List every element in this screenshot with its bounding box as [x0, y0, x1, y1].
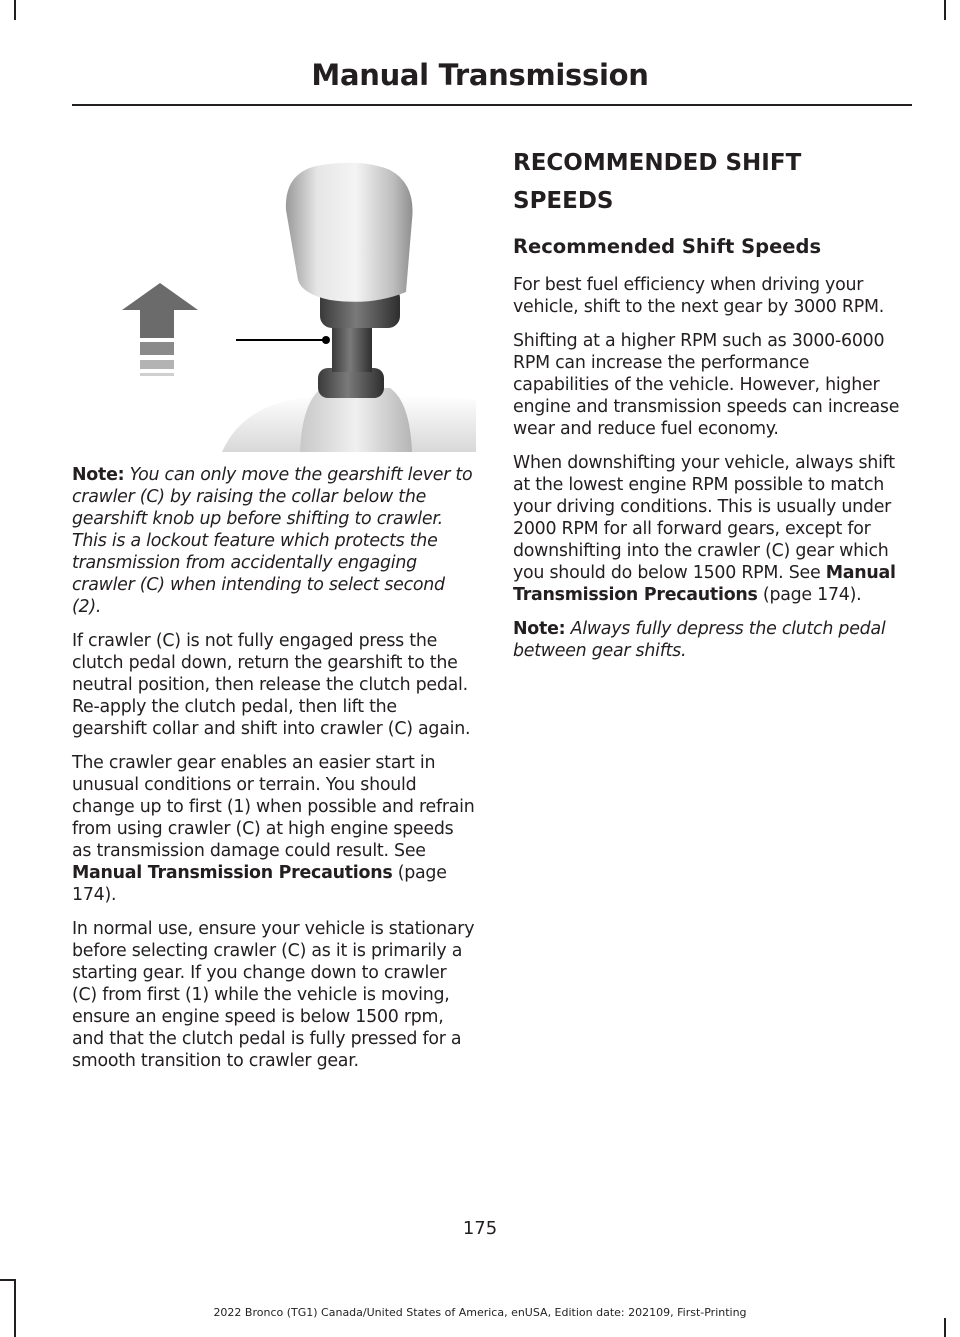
- crop-mark-top-right: [944, 0, 946, 20]
- paragraph-fuel-efficiency: For best fuel efficiency when driving your vehicle, shift to the next gear by 3000 RPM.: [513, 275, 884, 317]
- gearshift-knob-image: [72, 140, 476, 460]
- crop-mark-bottom-left-h: [0, 1279, 16, 1281]
- crop-mark-top-left: [14, 0, 16, 20]
- paragraph-downshifting: [513, 452, 909, 606]
- crop-mark-bottom-right: [944, 1318, 946, 1337]
- paragraph-crawler-not-engaged: If crawler (C) is not fully engaged press the clutch pedal down, return the gearshift to the neutral position, then release the clutch pedal. Re-apply the clutch pedal, then lift the gearshift collar and shift into crawler (C) again.: [72, 631, 471, 739]
- right-column: [513, 144, 909, 674]
- footer-edition-info: 2022 Bronco (TG1) Canada/United States of America, enUSA, Edition date: 202109, First-Printing: [213, 1306, 747, 1319]
- paragraph-text: When downshifting your vehicle, always shift at the lowest engine RPM possible to match your driving conditions. This is usually under 2000 RPM for all forward gears, except for downshifting into the crawler (C) gear which you should do below 1500 RPM. See: [513, 453, 895, 583]
- note-label: Note:: [513, 619, 566, 639]
- cross-reference-link[interactable]: Manual Transmission Precautions: [513, 563, 896, 605]
- gearshift-illustration: [72, 140, 476, 460]
- section-title: RECOMMENDED SHIFT SPEEDS: [513, 150, 802, 214]
- note-text: Always fully depress the clutch pedal between gear shifts.: [513, 619, 886, 661]
- paragraph-higher-rpm: Shifting at a higher RPM such as 3000-6000 RPM can increase the performance capabilities of the vehicle. However, higher engine and transmission speeds can increase wear and reduce fuel economy.: [513, 331, 900, 439]
- page-title: Manual Transmission: [311, 58, 649, 92]
- note-crawler-lockout: [72, 464, 476, 618]
- header-divider: [72, 104, 912, 106]
- note-clutch-pedal: [513, 618, 909, 662]
- subsection-title: Recommended Shift Speeds: [513, 235, 822, 258]
- note-text: You can only move the gearshift lever to crawler (C) by raising the collar below the gearshift knob up before shifting to crawler. This is a lockout feature which protects the transmission from accidentally engaging crawler (C) when intending to select second (2).: [72, 465, 473, 617]
- left-column: [72, 140, 476, 1084]
- cross-reference-link[interactable]: Manual Transmission Precautions: [72, 863, 393, 883]
- paragraph-normal-use: In normal use, ensure your vehicle is stationary before selecting crawler (C) as it is primarily a starting gear. If you change down to crawler (C) from first (1) while the vehicle is moving, ensure an engine speed is below 1500 rpm, and that the clutch pedal is fully pressed for a smooth transition to crawler gear.: [72, 919, 475, 1071]
- paragraph-text: The crawler gear enables an easier start in unusual conditions or terrain. You should change up to first (1) when possible and refrain from using crawler (C) at high engine speeds as transmission damage could result. See: [72, 753, 475, 861]
- paragraph-crawler-gear-use: [72, 752, 476, 906]
- page-reference: (page 174).: [72, 863, 447, 905]
- note-label: Note:: [72, 465, 125, 485]
- page-reference: (page 174).: [757, 585, 862, 605]
- page-number: 175: [462, 1218, 498, 1239]
